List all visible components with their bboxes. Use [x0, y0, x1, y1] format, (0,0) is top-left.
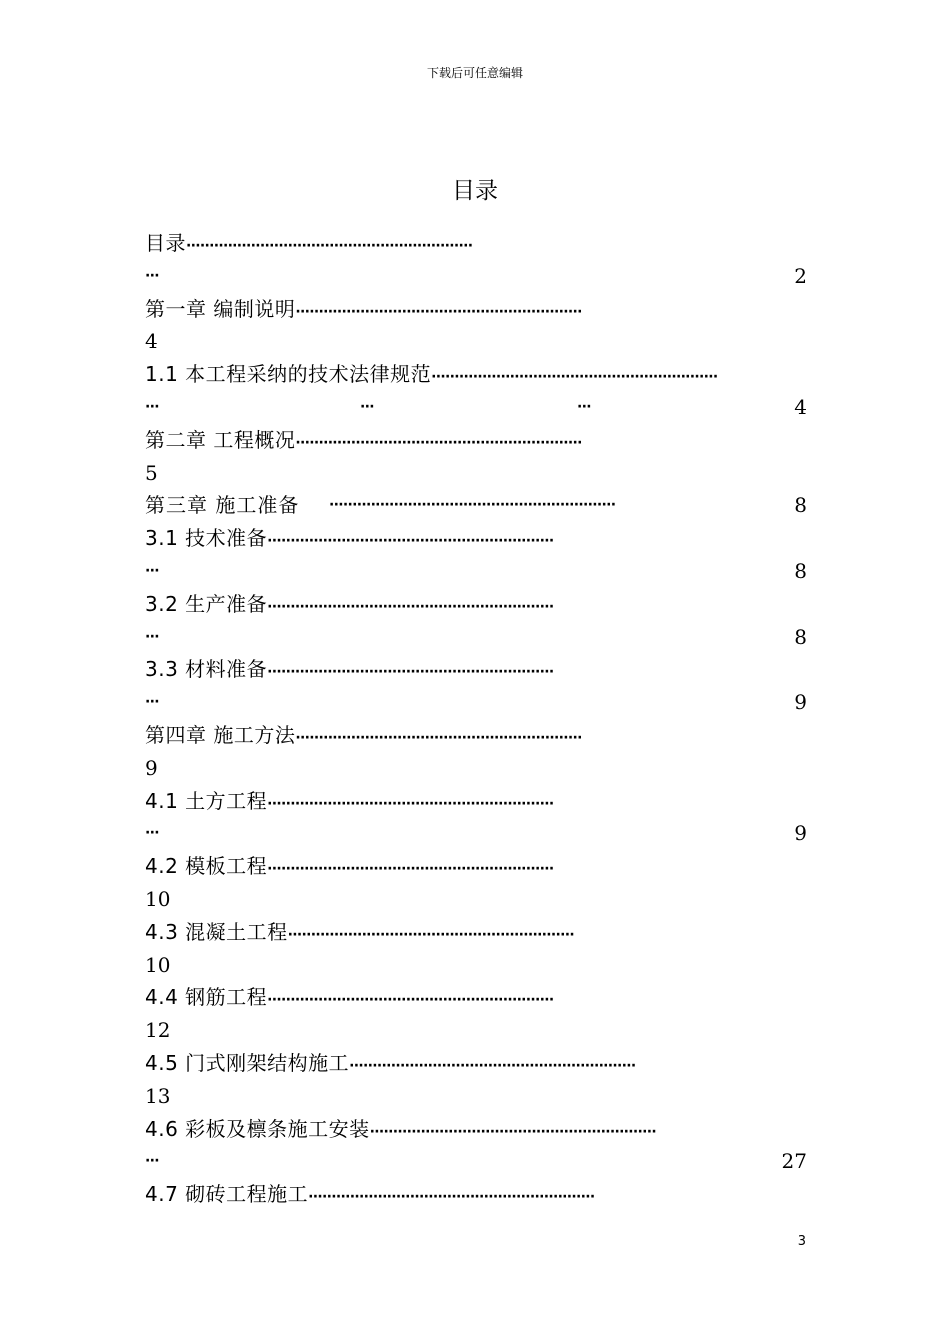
toc-entry-label: 4.1 土方工程 — [145, 788, 268, 813]
toc-entry-continuation — [145, 883, 807, 916]
toc-entry[interactable] — [145, 850, 807, 883]
leader-dots: ······························································ — [329, 497, 616, 514]
leader-dots: ··· — [577, 398, 591, 415]
toc-entry[interactable] — [145, 358, 807, 391]
toc-entry-label: 1.1 本工程采纳的技术法律规范 — [145, 362, 432, 387]
leader-dots: ······························································ — [308, 1189, 595, 1206]
toc-entry-page: 4 — [145, 329, 158, 354]
toc-entry-page: 2 — [794, 263, 807, 288]
leader-dots: ······························································ — [287, 926, 575, 943]
leader-dots: ······························································ — [267, 533, 554, 550]
toc-entry-page: 27 — [781, 1149, 807, 1174]
toc-entry-page: 8 — [794, 624, 807, 649]
toc-entry[interactable] — [145, 588, 807, 621]
toc-entry-continuation — [145, 949, 807, 982]
toc-entry-label: 3.3 材料准备 — [145, 657, 268, 682]
leader-dots: ······························································ — [267, 598, 554, 615]
toc-entry[interactable] — [145, 785, 807, 818]
toc-entry-page: 9 — [794, 690, 807, 715]
toc-entry-page: 5 — [145, 460, 158, 485]
toc-entry-page: 12 — [145, 1018, 171, 1043]
toc-entry-continuation — [145, 555, 807, 588]
toc-entry-continuation — [145, 457, 807, 490]
toc-entry-label: 3.2 生产准备 — [145, 591, 268, 616]
toc-entry-continuation — [145, 686, 807, 719]
toc-entry[interactable] — [145, 1047, 807, 1080]
toc-entry-continuation — [145, 1080, 807, 1113]
leader-dots: ··· — [145, 825, 159, 842]
table-of-contents — [145, 227, 807, 1211]
toc-entry-label: 3.1 技术准备 — [145, 526, 268, 551]
toc-entry-page: 9 — [145, 755, 158, 780]
toc-entry-label: 4.4 钢筋工程 — [145, 985, 268, 1010]
leader-dots: ··· — [145, 398, 159, 415]
toc-entry-page: 8 — [794, 558, 807, 583]
toc-entry[interactable] — [145, 981, 807, 1014]
toc-entry-page: 10 — [145, 952, 171, 977]
toc-entry[interactable] — [145, 227, 807, 260]
leader-dots: ······························································ — [267, 664, 554, 681]
toc-entry[interactable] — [145, 522, 807, 555]
leader-dots: ··· — [145, 628, 159, 645]
leader-dots: ······························································ — [369, 1123, 657, 1140]
toc-entry-page: 4 — [794, 394, 807, 419]
toc-entry-label: 4.2 模板工程 — [145, 854, 268, 879]
toc-entry-page: 10 — [145, 886, 171, 911]
leader-dots: ······························································ — [349, 1057, 636, 1074]
toc-entry-label: 4.6 彩板及檩条施工安装 — [145, 1116, 370, 1141]
toc-entry-label: 4.5 门式刚架结构施工 — [145, 1050, 350, 1075]
toc-entry[interactable] — [145, 424, 807, 457]
leader-dots: ··· — [360, 398, 374, 415]
toc-entry[interactable] — [145, 293, 807, 326]
leader-dots: ······························································ — [295, 729, 582, 746]
toc-entry-continuation — [145, 325, 807, 358]
toc-entry-continuation — [145, 391, 807, 424]
toc-entry-page: 8 — [793, 489, 807, 522]
leader-dots: ······························································ — [267, 992, 554, 1009]
toc-entry[interactable] — [145, 1178, 807, 1211]
toc-entry-continuation — [145, 1014, 807, 1047]
toc-entry-continuation — [145, 260, 807, 293]
leader-dots: ······························································ — [295, 434, 582, 451]
leader-dots: ··· — [145, 562, 159, 579]
toc-entry-continuation — [145, 1145, 807, 1178]
toc-entry[interactable] — [145, 916, 807, 949]
leader-dots: ······························································ — [295, 303, 582, 320]
toc-entry-label: 第一章 编制说明 — [145, 296, 296, 321]
toc-entry-continuation — [145, 621, 807, 654]
toc-entry[interactable] — [145, 653, 807, 686]
toc-entry-page: 13 — [145, 1083, 171, 1108]
toc-entry[interactable] — [145, 489, 807, 522]
leader-dots: ··· — [145, 1153, 159, 1170]
toc-entry-continuation — [145, 817, 807, 850]
leader-dots: ··· — [145, 694, 159, 711]
toc-entry[interactable] — [145, 719, 807, 752]
toc-entry-page: 9 — [794, 821, 807, 846]
page-header: 下载后可任意编辑 — [426, 66, 523, 80]
toc-entry-label: 第四章 施工方法 — [145, 722, 296, 747]
toc-entry-label: 4.3 混凝土工程 — [145, 919, 288, 944]
toc-title: 目录 — [452, 178, 498, 204]
toc-entry-label: 4.7 砌砖工程施工 — [145, 1182, 309, 1207]
toc-entry[interactable] — [145, 1113, 807, 1146]
toc-entry-label: 第二章 工程概况 — [145, 427, 296, 452]
leader-dots: ··· — [145, 267, 159, 284]
toc-entry-continuation — [145, 752, 807, 785]
page-number: 3 — [797, 1234, 806, 1249]
leader-dots: ······························································ — [267, 861, 554, 878]
toc-entry-label: 目录 — [145, 231, 186, 255]
leader-dots: ······························································ — [431, 369, 718, 386]
toc-entry-label: 第三章 施工准备 — [145, 493, 300, 518]
leader-dots: ······························································ — [186, 238, 473, 254]
leader-dots: ······························································ — [267, 795, 554, 812]
